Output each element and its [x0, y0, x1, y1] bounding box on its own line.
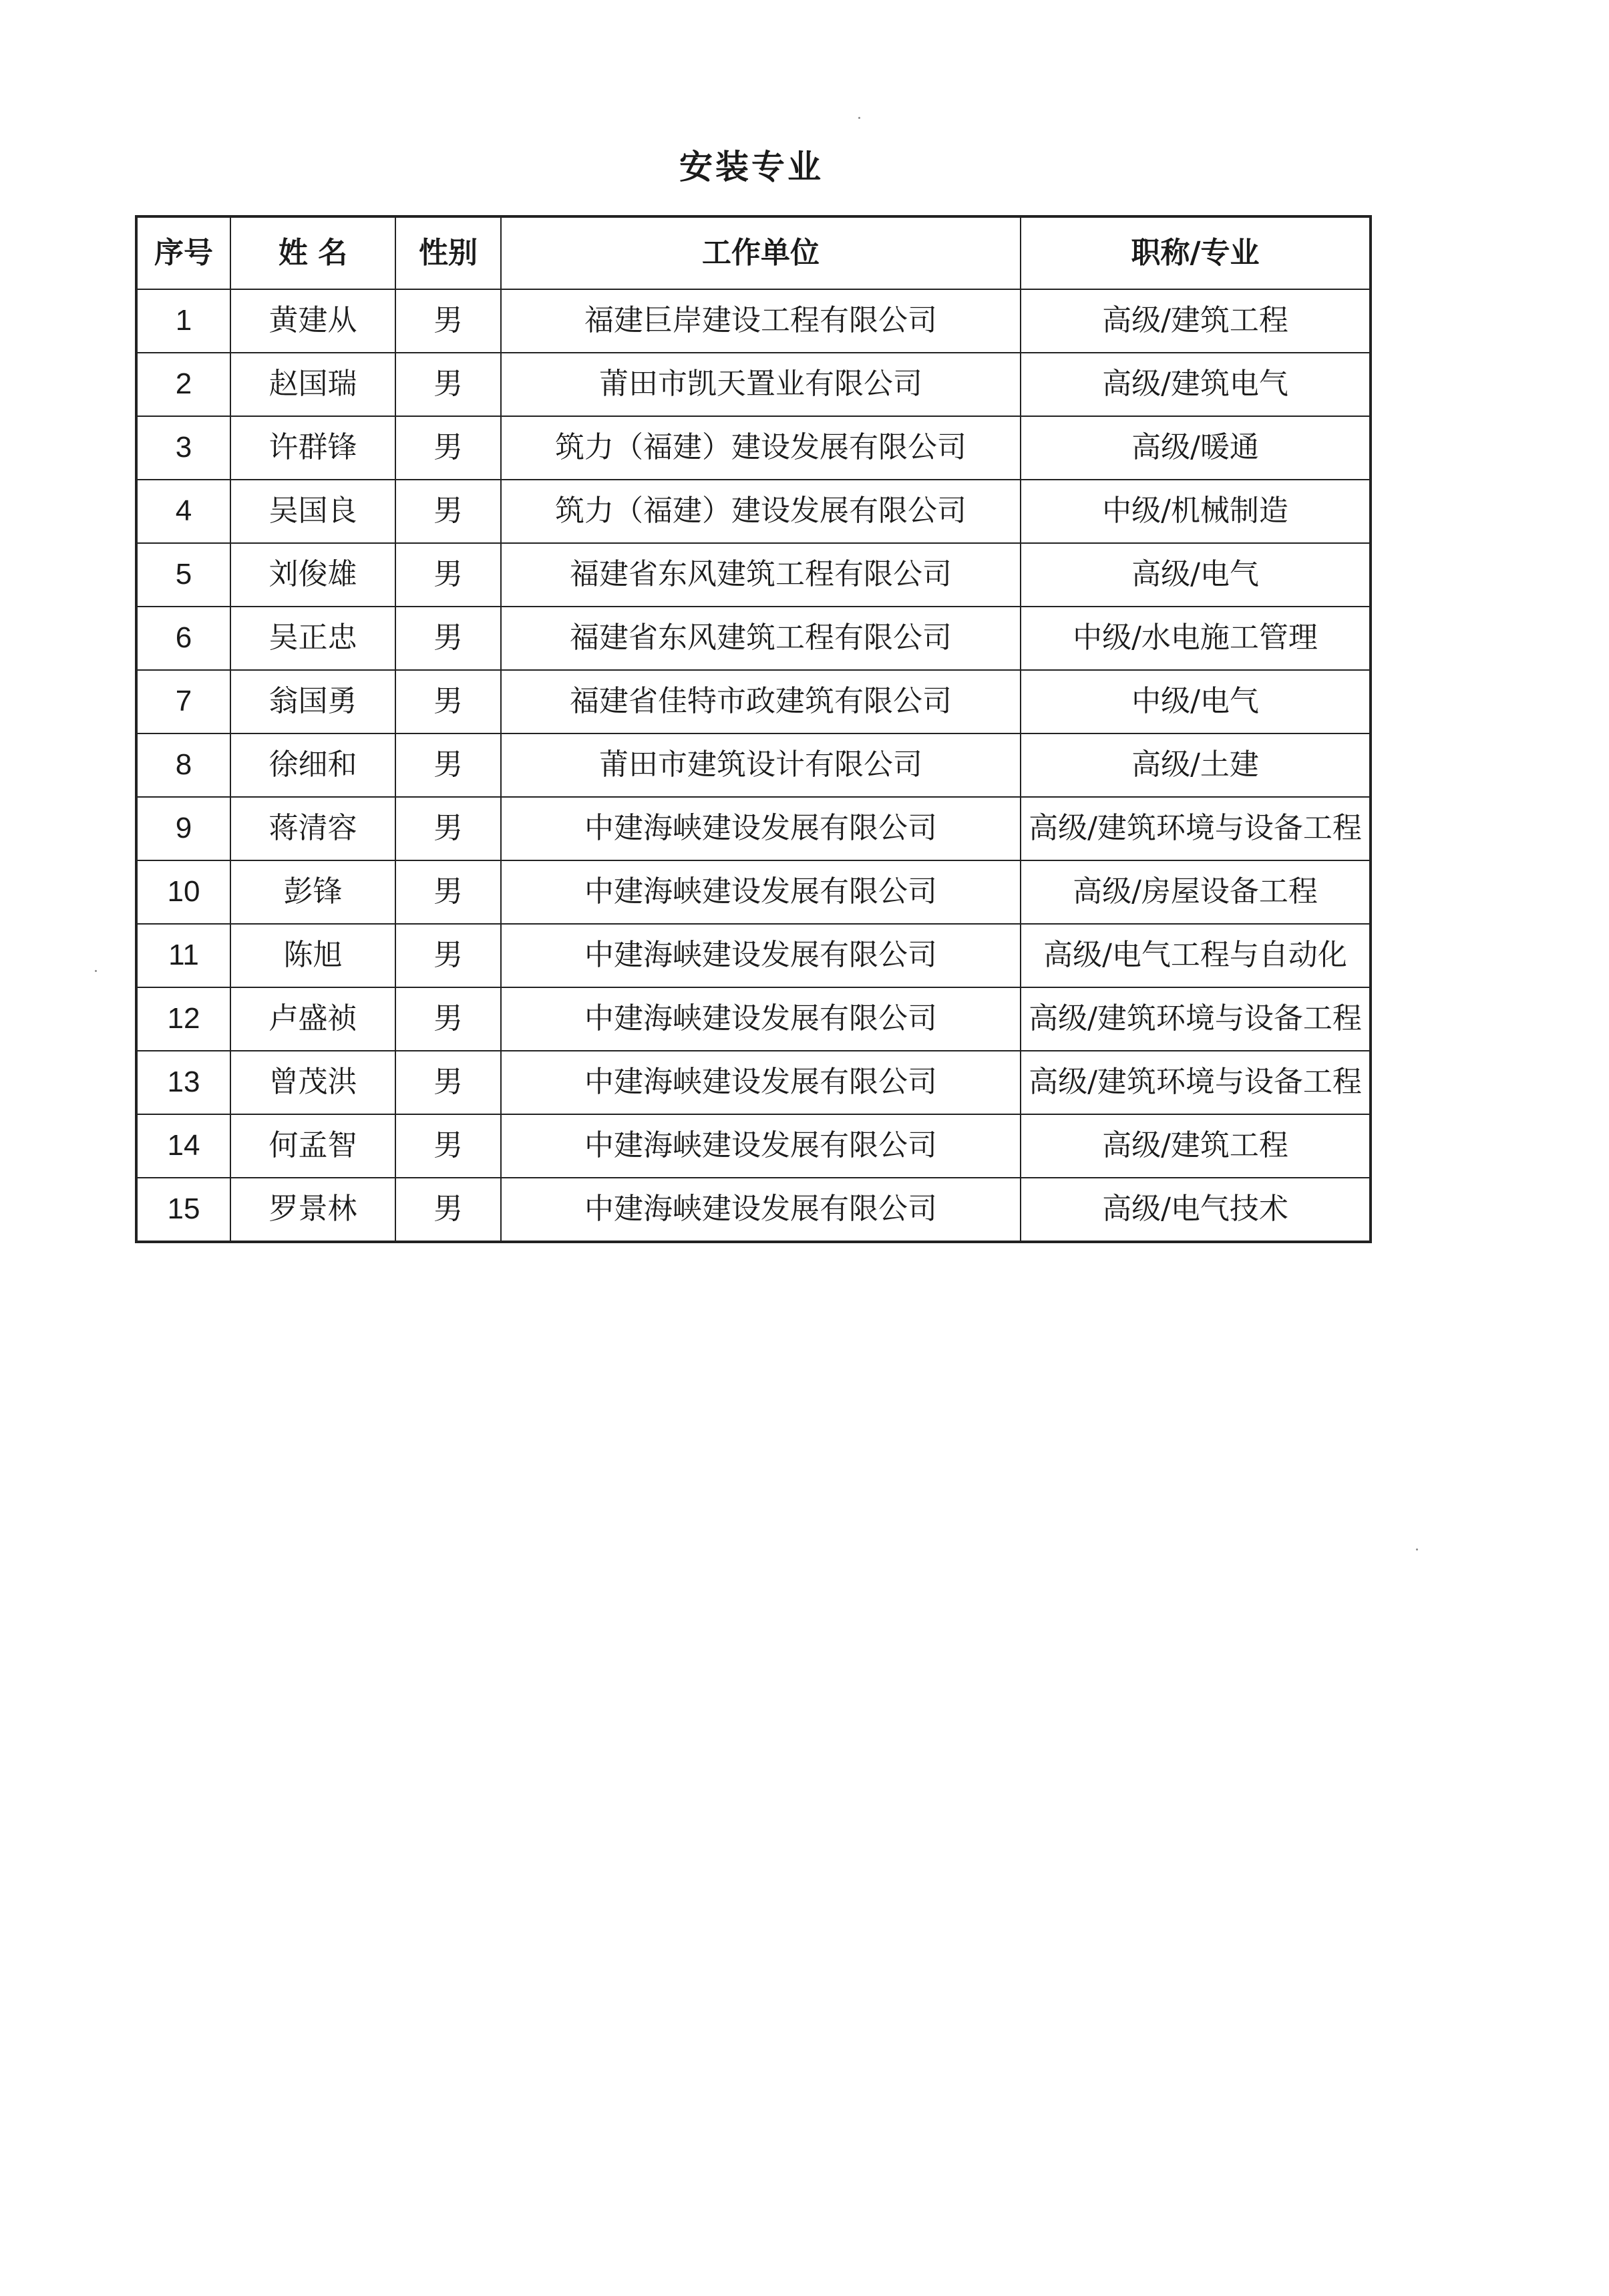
cell-org: 中建海峡建设发展有限公司 — [501, 1114, 1021, 1178]
cell-sex: 男 — [395, 1178, 501, 1242]
cell-sex: 男 — [395, 607, 501, 670]
cell-no: 6 — [136, 607, 230, 670]
cell-title: 高级/电气工程与自动化 — [1021, 924, 1371, 987]
cell-name: 翁国勇 — [230, 670, 395, 733]
cell-org: 中建海峡建设发展有限公司 — [501, 797, 1021, 860]
cell-no: 9 — [136, 797, 230, 860]
cell-no: 2 — [136, 353, 230, 416]
table-row — [136, 480, 1371, 543]
cell-name: 陈旭 — [230, 924, 395, 987]
scan-speck — [95, 970, 97, 972]
cell-no: 13 — [136, 1051, 230, 1114]
cell-title: 高级/土建 — [1021, 733, 1371, 797]
cell-title: 中级/电气 — [1021, 670, 1371, 733]
cell-name: 黄建从 — [230, 289, 395, 353]
cell-org: 中建海峡建设发展有限公司 — [501, 1051, 1021, 1114]
table-header-row — [136, 216, 1371, 289]
table-row — [136, 416, 1371, 480]
cell-org: 福建省佳特市政建筑有限公司 — [501, 670, 1021, 733]
cell-sex: 男 — [395, 1051, 501, 1114]
cell-name: 彭锋 — [230, 860, 395, 924]
cell-sex: 男 — [395, 543, 501, 607]
cell-org: 中建海峡建设发展有限公司 — [501, 924, 1021, 987]
table-row — [136, 1051, 1371, 1114]
cell-name: 罗景林 — [230, 1178, 395, 1242]
scan-speck — [858, 117, 860, 119]
cell-no: 1 — [136, 289, 230, 353]
cell-no: 7 — [136, 670, 230, 733]
cell-sex: 男 — [395, 1114, 501, 1178]
cell-title: 高级/建筑环境与设备工程 — [1021, 797, 1371, 860]
cell-sex: 男 — [395, 289, 501, 353]
header-org: 工作单位 — [501, 216, 1021, 289]
table-row — [136, 1114, 1371, 1178]
cell-sex: 男 — [395, 416, 501, 480]
cell-name: 何孟智 — [230, 1114, 395, 1178]
cell-org: 筑力（福建）建设发展有限公司 — [501, 480, 1021, 543]
table-row — [136, 1178, 1371, 1242]
cell-org: 中建海峡建设发展有限公司 — [501, 987, 1021, 1051]
cell-org: 莆田市凯天置业有限公司 — [501, 353, 1021, 416]
cell-title: 高级/房屋设备工程 — [1021, 860, 1371, 924]
cell-no: 14 — [136, 1114, 230, 1178]
table-row — [136, 860, 1371, 924]
cell-sex: 男 — [395, 353, 501, 416]
cell-org: 福建省东风建筑工程有限公司 — [501, 607, 1021, 670]
cell-org: 筑力（福建）建设发展有限公司 — [501, 416, 1021, 480]
header-no: 序号 — [136, 216, 230, 289]
cell-no: 12 — [136, 987, 230, 1051]
cell-title: 高级/建筑环境与设备工程 — [1021, 1051, 1371, 1114]
cell-name: 曾茂洪 — [230, 1051, 395, 1114]
table-row — [136, 924, 1371, 987]
roster-table — [135, 215, 1372, 1243]
table-row — [136, 987, 1371, 1051]
cell-title: 高级/电气技术 — [1021, 1178, 1371, 1242]
page-title: 安装专业 — [679, 147, 824, 186]
cell-name: 吴国良 — [230, 480, 395, 543]
cell-sex: 男 — [395, 733, 501, 797]
cell-name: 刘俊雄 — [230, 543, 395, 607]
cell-no: 8 — [136, 733, 230, 797]
cell-no: 4 — [136, 480, 230, 543]
table-row — [136, 543, 1371, 607]
cell-name: 卢盛祯 — [230, 987, 395, 1051]
table-row — [136, 607, 1371, 670]
header-title: 职称/专业 — [1021, 216, 1371, 289]
cell-name: 许群锋 — [230, 416, 395, 480]
table-row — [136, 797, 1371, 860]
table-row — [136, 733, 1371, 797]
table-row — [136, 353, 1371, 416]
scan-speck — [1416, 1548, 1418, 1550]
cell-sex: 男 — [395, 480, 501, 543]
cell-title: 中级/机械制造 — [1021, 480, 1371, 543]
cell-title: 高级/暖通 — [1021, 416, 1371, 480]
cell-org: 莆田市建筑设计有限公司 — [501, 733, 1021, 797]
cell-title: 高级/建筑工程 — [1021, 1114, 1371, 1178]
header-sex: 性别 — [395, 216, 501, 289]
cell-org: 福建巨岸建设工程有限公司 — [501, 289, 1021, 353]
header-name: 姓 名 — [230, 216, 395, 289]
cell-name: 蒋清容 — [230, 797, 395, 860]
cell-org: 中建海峡建设发展有限公司 — [501, 1178, 1021, 1242]
cell-no: 15 — [136, 1178, 230, 1242]
cell-sex: 男 — [395, 987, 501, 1051]
cell-no: 3 — [136, 416, 230, 480]
cell-sex: 男 — [395, 670, 501, 733]
cell-sex: 男 — [395, 924, 501, 987]
cell-name: 徐细和 — [230, 733, 395, 797]
cell-title: 高级/建筑电气 — [1021, 353, 1371, 416]
cell-sex: 男 — [395, 860, 501, 924]
cell-sex: 男 — [395, 797, 501, 860]
cell-no: 11 — [136, 924, 230, 987]
cell-title: 高级/电气 — [1021, 543, 1371, 607]
cell-no: 10 — [136, 860, 230, 924]
cell-org: 福建省东风建筑工程有限公司 — [501, 543, 1021, 607]
table-row — [136, 289, 1371, 353]
cell-no: 5 — [136, 543, 230, 607]
cell-title: 中级/水电施工管理 — [1021, 607, 1371, 670]
cell-title: 高级/建筑工程 — [1021, 289, 1371, 353]
table-row — [136, 670, 1371, 733]
cell-name: 赵国瑞 — [230, 353, 395, 416]
cell-org: 中建海峡建设发展有限公司 — [501, 860, 1021, 924]
cell-name: 吴正忠 — [230, 607, 395, 670]
cell-title: 高级/建筑环境与设备工程 — [1021, 987, 1371, 1051]
